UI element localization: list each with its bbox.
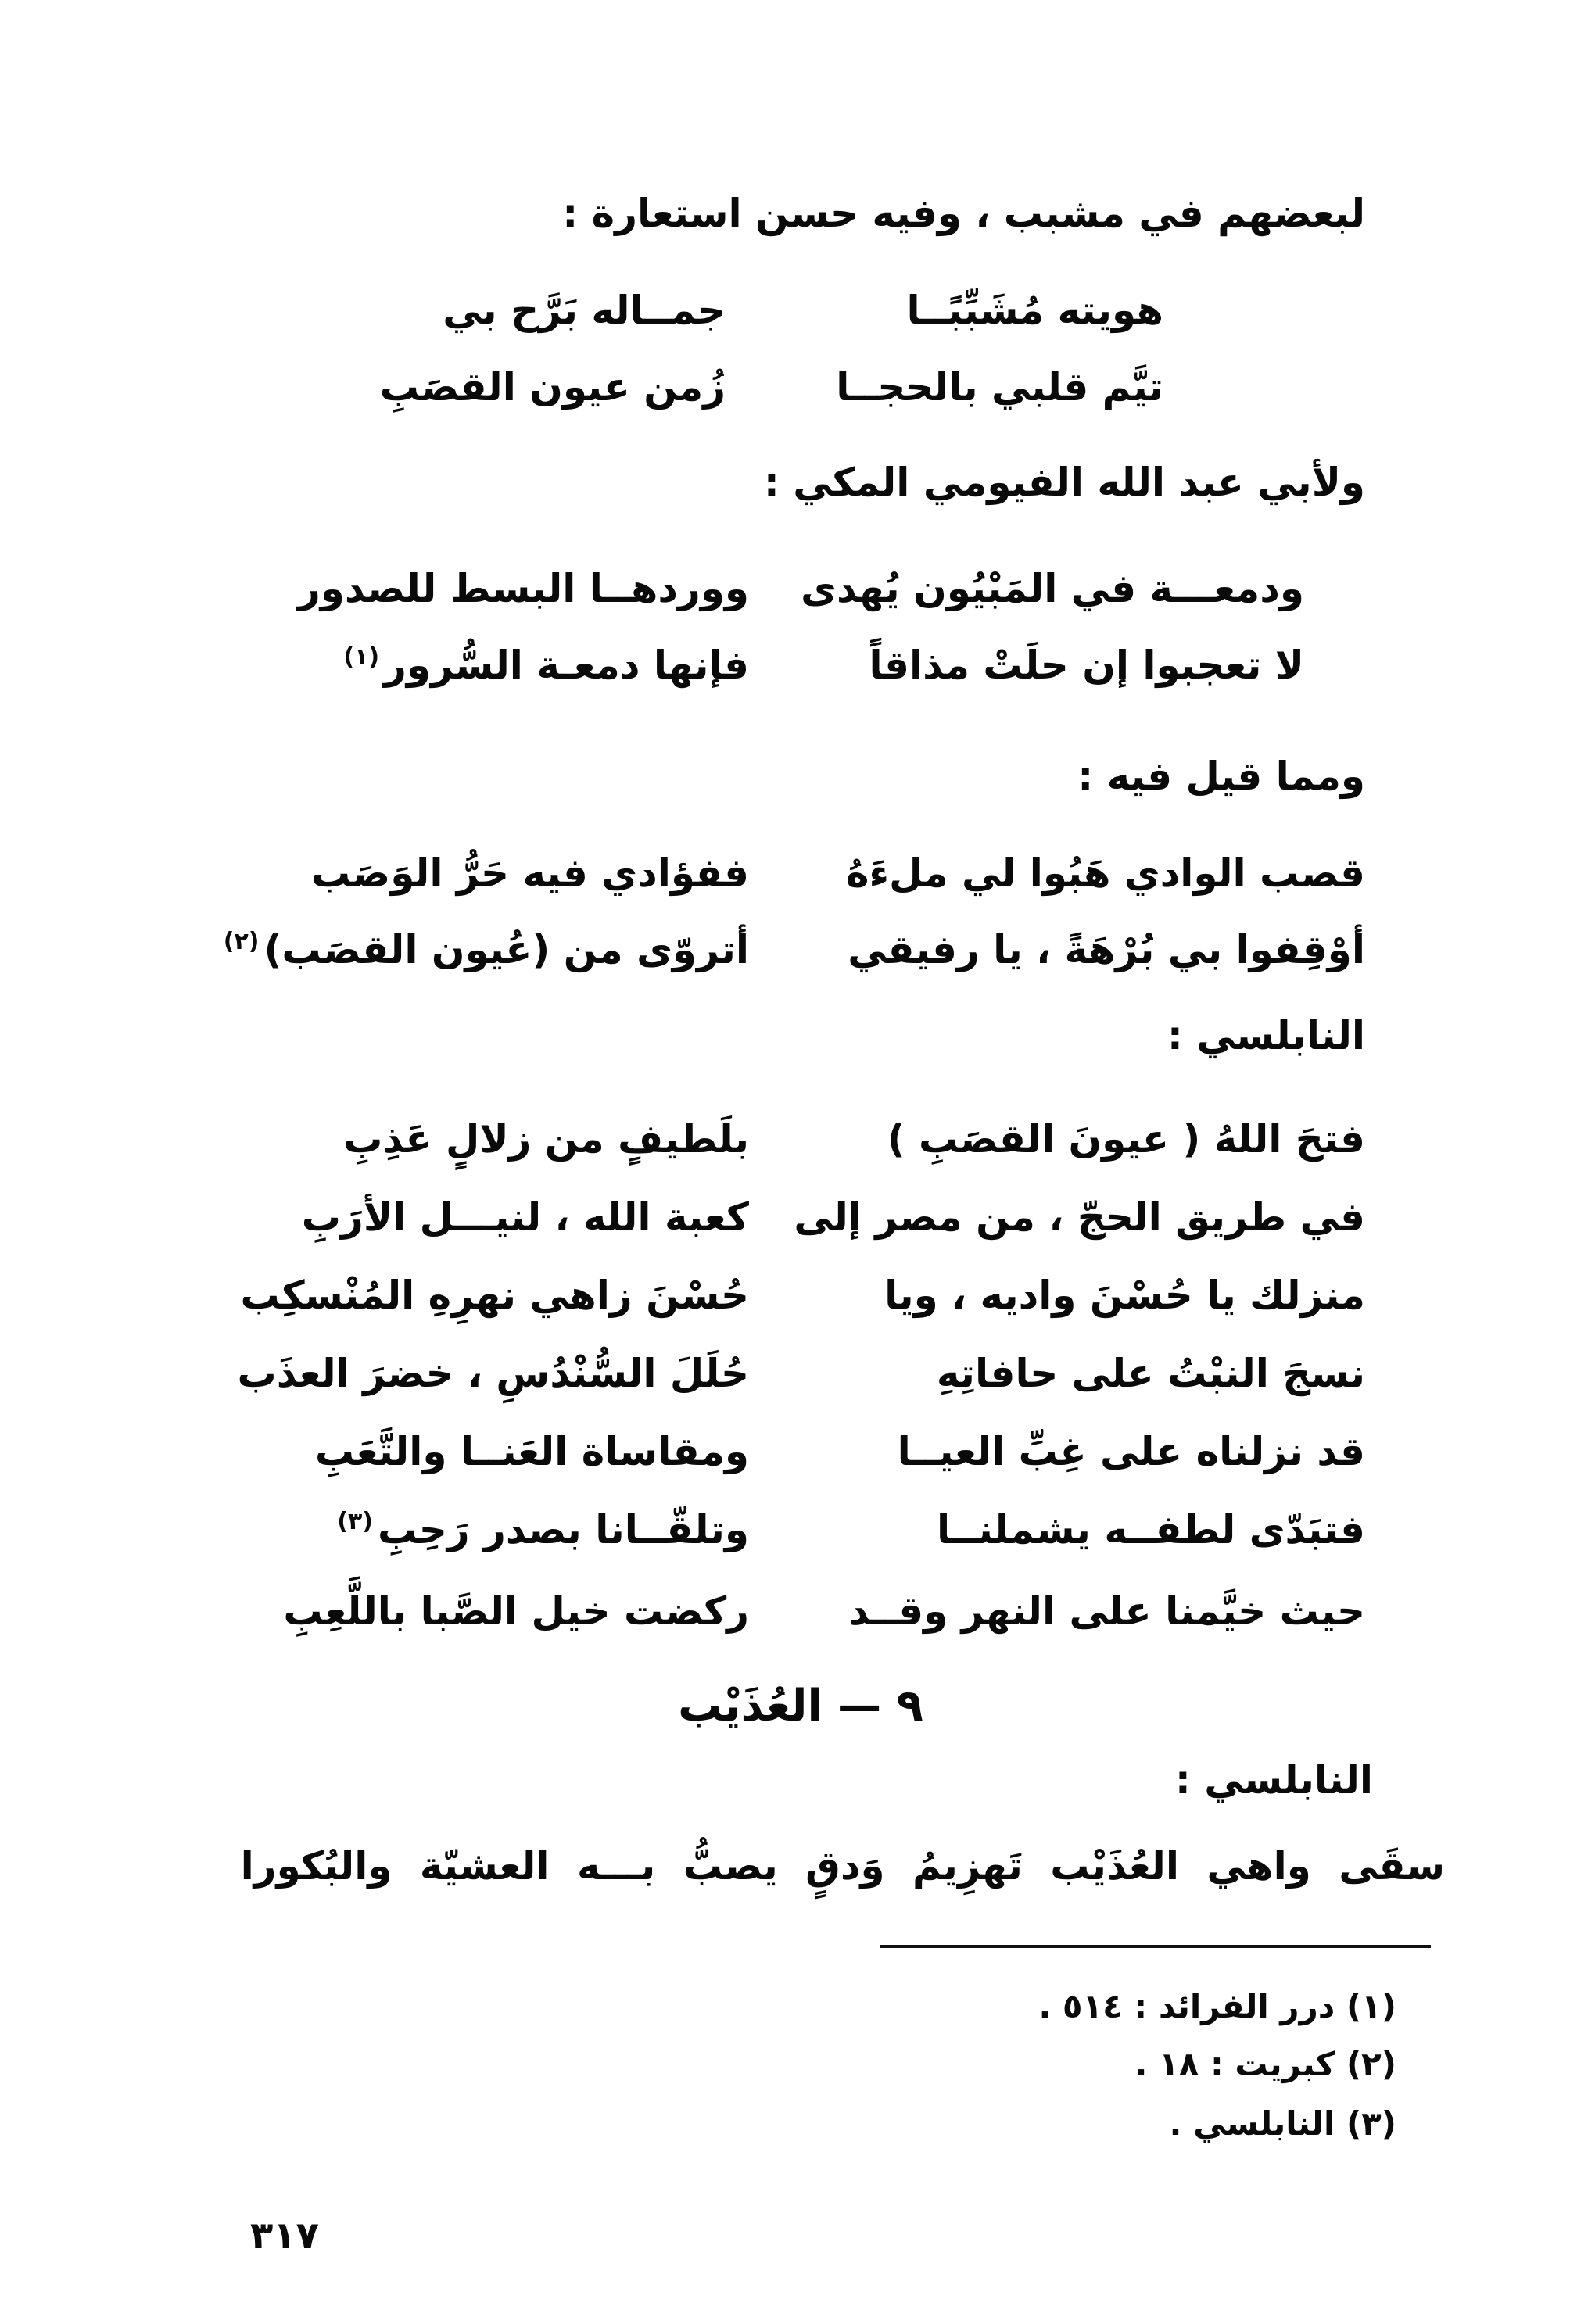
verse-hemistich-right: قد نزلناه على غِبِّ العيــا <box>897 1429 1365 1474</box>
verse-row <box>0 643 1570 693</box>
verse-hemistich-left: ووردهــا البسط للصدور <box>298 566 749 611</box>
page-number: ٣١٧ <box>250 2214 319 2258</box>
verse-hemistich-right: هويته مُشَبِّبًــا <box>906 288 1163 333</box>
verse-row <box>0 1351 1570 1401</box>
verse-row <box>0 288 1570 338</box>
footnote-marker-2: (٢) <box>223 928 260 956</box>
verse-hemistich-right: فتبَدّى لطفــه يشملنــا <box>937 1507 1365 1552</box>
verse-hemistich-right: لا تعجبوا إن حلَتْ مذاقاً <box>869 643 1304 688</box>
footnote-marker-3: (٣) <box>337 1508 373 1536</box>
verse-hemistich-left: جمــاله بَرَّح بي <box>443 288 726 333</box>
verse-row <box>0 566 1570 616</box>
verse-row <box>0 1194 1570 1244</box>
footnote-1: (١) درر الفرائد : ٥١٤ . <box>1038 1987 1396 2025</box>
intro-line-4: النابلسي : <box>1167 1013 1365 1058</box>
verse-hemistich-left <box>233 1507 749 1552</box>
intro-line-5: النابلسي : <box>1174 1757 1373 1803</box>
verse-hemistich-right: في طريق الحجّ ، من مصر إلى <box>794 1194 1365 1240</box>
verse-hemistich-left: بلَطيفٍ من زلالٍ عَذِبِ <box>343 1116 749 1162</box>
intro-line-3: ومما قيل فيه : <box>1077 754 1365 799</box>
intro-line-2: ولأبي عبد الله الفيومي المكي : <box>763 460 1365 505</box>
intro-line-1: لبعضهم في مشبب ، وفيه حسن استعارة : <box>562 191 1365 236</box>
verse-hemistich-left <box>223 927 749 972</box>
verse-row <box>0 1429 1570 1479</box>
section-heading: ٩ — العُذَيْب <box>678 1681 923 1731</box>
footnote-divider <box>880 1945 1431 1948</box>
verse-text: وتلقّــانا بصدر رَحِبِ <box>377 1507 749 1552</box>
verse-hemistich-right: أوْقِفوا بي بُرْهَةً ، يا رفيقي <box>848 927 1365 972</box>
verse-hemistich-left: كعبة الله ، لنيـــل الأرَبِ <box>301 1194 749 1240</box>
verse-hemistich-left <box>280 643 749 688</box>
verse-row <box>0 927 1570 977</box>
verse-row <box>0 850 1570 901</box>
verse-hemistich-left: حُسْنَ زاهي نهرِهِ المُنْسكِب <box>240 1273 749 1318</box>
verse-row <box>0 1588 1570 1638</box>
verse-hemistich-left: ركضت خيل الصَّبا باللَّعِبِ <box>283 1588 749 1634</box>
verse-hemistich-right: حيث خيَّمنا على النهر وقــد <box>848 1588 1365 1634</box>
verse-hemistich-right: ودمعـــة في المَبْيُون يُهدى <box>801 566 1304 611</box>
verse-hemistich-left: زُمن عيون القصَبِ <box>379 364 726 410</box>
verse-text: فإنها دمعـة السُّرور <box>384 643 749 688</box>
verse-hemistich-right: منزلك يا حُسْنَ واديه ، ويا <box>884 1273 1365 1318</box>
verse-row <box>0 1116 1570 1166</box>
verse-hemistich-left: ففؤادي فيه حَرُّ الوَصَب <box>310 850 749 896</box>
footnote-marker-1: (١) <box>343 643 380 671</box>
verse-hemistich-right: نسجَ النبْتُ على حافاتِهِ <box>936 1351 1365 1396</box>
verse-line: سقَى واهي العُذَيْب تَهزِيمُ وَدقٍ يصبُّ بـــه العشيّة والبُكورا <box>240 1843 1445 1889</box>
verse-row <box>0 364 1570 414</box>
verse-hemistich-right: فتحَ اللهُ ( عيونَ القصَبِ ) <box>887 1116 1365 1162</box>
verse-hemistich-left: ومقاساة العَنــا والتَّعَبِ <box>314 1429 749 1474</box>
verse-hemistich-right: قصب الوادي هَبُوا لي ملءَهُ <box>845 850 1365 896</box>
footnote-2: (٢) كبريت : ١٨ . <box>1134 2045 1396 2083</box>
verse-hemistich-left: حُلَلَ السُّنْدُسِ ، خضرَ العذَب <box>237 1351 749 1396</box>
footnote-3: (٣) النابلسي . <box>1169 2104 1396 2143</box>
verse-text: أتروّى من (عُيون القصَب) <box>263 927 749 972</box>
verse-row <box>0 1507 1570 1557</box>
verse-row <box>0 1273 1570 1323</box>
verse-hemistich-right: تيَّم قلبي بالحجــا <box>836 364 1163 410</box>
